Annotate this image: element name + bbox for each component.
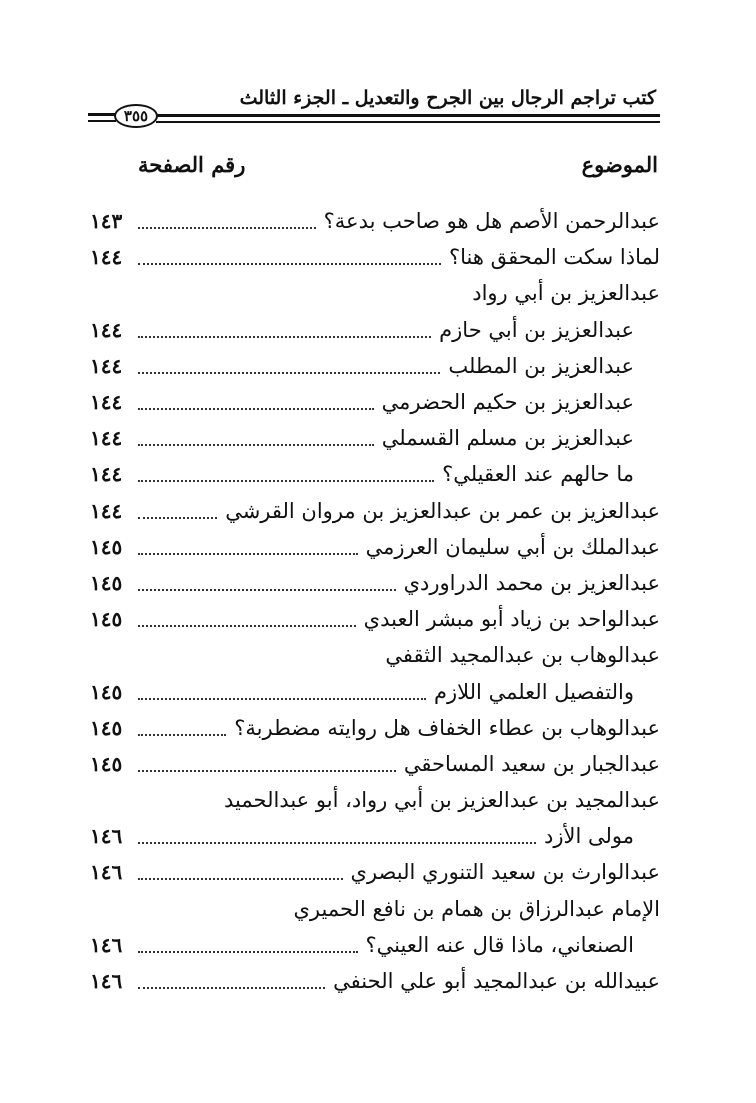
toc-entry-page: ١٤٥ (90, 679, 123, 704)
toc-entry-page: ١٤٤ (90, 498, 123, 523)
toc-dot-leader (138, 480, 434, 482)
toc-entry-page: ١٤٦ (90, 860, 123, 885)
toc-entry-title: عبدالجبار بن سعيد المساحقي (403, 751, 660, 776)
running-header-title: كتب تراجم الرجال بين الجرح والتعديل ـ الجزء الثالث (239, 87, 656, 109)
toc-entry-page: ١٤٤ (90, 390, 123, 415)
toc-dot-leader (138, 517, 217, 519)
toc-entry-title: عبدالوهاب بن عبدالمجيد الثقفي (385, 643, 660, 668)
toc-entry (90, 239, 660, 275)
toc-dot-leader (138, 951, 358, 953)
toc-entry-title: عبدالوهاب بن عطاء الخفاف هل روايته مضطربة؟ (234, 715, 660, 740)
toc-entry-page: ١٤٦ (90, 969, 123, 994)
toc-entry (90, 348, 660, 384)
toc-dot-leader (138, 878, 343, 880)
toc-entry (90, 927, 660, 963)
toc-entry-title: عبدالعزيز بن محمد الدراوردي (403, 570, 660, 595)
toc-entry-title: عبدالعزيز بن المطلب (448, 353, 634, 378)
toc-dot-leader (138, 227, 316, 229)
toc-dot-leader (138, 842, 536, 844)
header-rule-right-top (156, 114, 660, 117)
toc-entry (90, 854, 660, 890)
toc-entry-title: عبدالملك بن أبي سليمان العرزمي (365, 534, 660, 559)
toc-entry-page: ١٤٥ (90, 751, 123, 776)
toc-entry-page: ١٤٤ (90, 353, 123, 378)
header-rule-right-bottom (156, 121, 660, 123)
toc-entry (90, 818, 660, 854)
toc-entry-title: عبدالوارث بن سعيد التنوري البصري (350, 860, 660, 885)
toc-entry-title: عبدالواحد بن زياد أبو مبشر العبدي (363, 607, 660, 632)
toc-entry-title: الصنعاني، ماذا قال عنه العيني؟ (365, 932, 634, 957)
toc-entry-title: عبدالمجيد بن عبدالعزيز بن أبي رواد، أبو عبدالحميد (224, 788, 660, 813)
toc-entry-page: ١٤٣ (90, 209, 123, 234)
toc-entry-title: عبدالعزيز بن مسلم القسملي (381, 426, 634, 451)
toc-entry-page: ١٤٥ (90, 715, 123, 740)
toc-entry (90, 601, 660, 637)
toc-entry (90, 529, 660, 565)
toc-entry-title: عبيدالله بن عبدالمجيد أبو علي الحنفي (333, 969, 660, 994)
toc-entry-page: ١٤٥ (90, 570, 123, 595)
toc-entry (90, 456, 660, 492)
toc-entry-page: ١٤٦ (90, 824, 123, 849)
toc-dot-leader (138, 336, 431, 338)
toc-entry-title: عبدالعزيز بن أبي رواد (472, 281, 660, 306)
toc-entry-page: ١٤٥ (90, 534, 123, 559)
toc-entry-title: ما حالهم عند العقيلي؟ (442, 462, 634, 487)
toc-entry (90, 637, 660, 673)
toc-entry-page: ١٤٤ (90, 317, 123, 342)
column-heading-topic: الموضوع (581, 152, 658, 177)
toc-entry-title: لماذا سكت المحقق هنا؟ (449, 245, 660, 270)
toc-entry (90, 312, 660, 348)
toc-dot-leader (138, 372, 440, 374)
toc-entry (90, 710, 660, 746)
toc-dot-leader (138, 770, 396, 772)
toc-entry-page: ١٤٥ (90, 607, 123, 632)
toc-entry-title: الإمام عبدالرزاق بن همام بن نافع الحميري (293, 896, 660, 921)
toc-dot-leader (138, 698, 426, 700)
toc-entry (90, 963, 660, 999)
toc-entry-title: عبدالعزيز بن عمر بن عبدالعزيز بن مروان القرشي (225, 498, 660, 523)
toc-dot-leader (138, 734, 226, 736)
toc-entry-page: ١٤٤ (90, 426, 123, 451)
toc-dot-leader (138, 589, 396, 591)
toc-entry-page: ١٤٤ (90, 462, 123, 487)
toc-entry (90, 782, 660, 818)
toc-entry-title: والتفصيل العلمي اللازم (433, 679, 634, 704)
toc-dot-leader (138, 444, 374, 446)
column-heading-page: رقم الصفحة (138, 152, 246, 177)
toc-entry-title: عبدالرحمن الأصم هل هو صاحب بدعة؟ (323, 209, 660, 234)
toc-entry (90, 891, 660, 927)
header-rule-left-bottom (88, 120, 116, 122)
toc-entry (90, 420, 660, 456)
toc-entry (90, 673, 660, 709)
toc-entry-page: ١٤٦ (90, 932, 123, 957)
toc-entry-title: عبدالعزيز بن أبي حازم (439, 317, 634, 342)
toc-entry (90, 746, 660, 782)
toc-entry (90, 203, 660, 239)
header-rule-left-top (88, 113, 116, 116)
toc-entry (90, 384, 660, 420)
toc-entry-page: ١٤٤ (90, 245, 123, 270)
page-number: ٣٥٥ (123, 107, 149, 125)
toc-dot-leader (138, 553, 358, 555)
table-of-contents (90, 203, 660, 999)
toc-entry (90, 493, 660, 529)
page-number-badge (114, 104, 158, 128)
toc-dot-leader (138, 263, 441, 265)
toc-entry-title: مولى الأزد (544, 824, 634, 849)
toc-dot-leader (138, 408, 374, 410)
toc-entry (90, 565, 660, 601)
toc-entry-title: عبدالعزيز بن حكيم الحضرمي (381, 390, 634, 415)
toc-dot-leader (138, 987, 325, 989)
toc-dot-leader (138, 625, 356, 627)
toc-entry (90, 275, 660, 311)
